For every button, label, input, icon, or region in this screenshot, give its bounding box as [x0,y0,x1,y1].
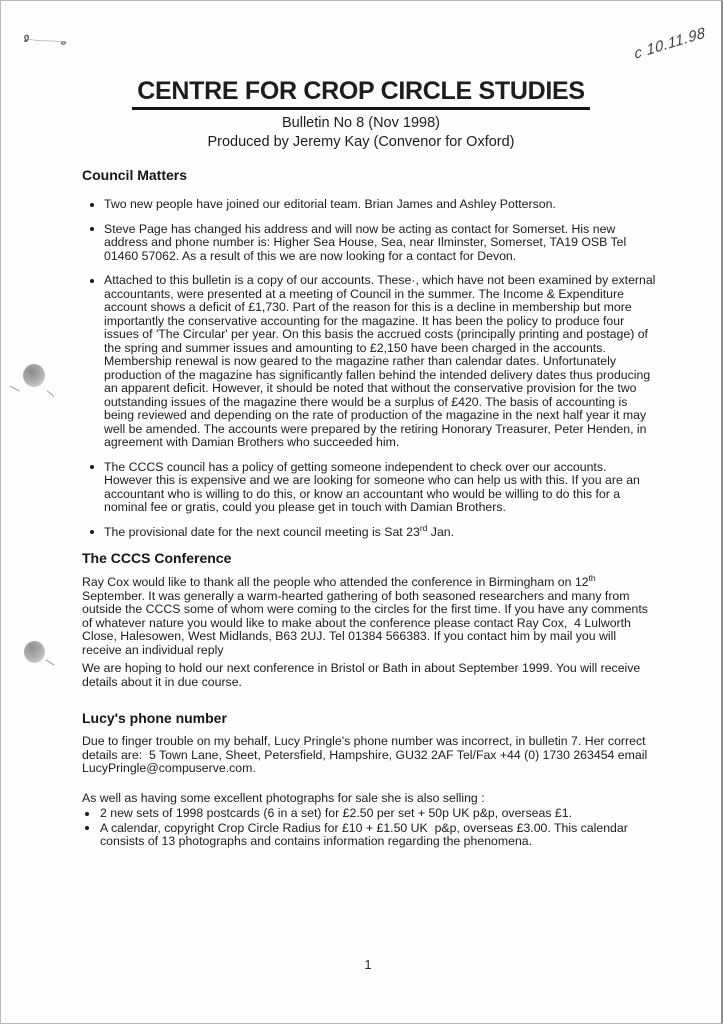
bullet-icon [90,198,104,212]
lucy-items-list [82,807,657,849]
bullet-dot [85,812,89,816]
bullet-icon [90,274,104,450]
bullet-dot [90,530,94,534]
council-bullet-steve-page [90,223,657,264]
bullet-dot [90,203,94,207]
hole-punch-bottom [24,641,45,663]
pen-tick-mark [45,659,54,665]
bullet-dot [90,227,94,231]
lucy-bullet-postcards-text: 2 new sets of 1998 postcards (6 in a set) for £2.50 per set + 50p UK p&p, overseas £1. [100,806,572,820]
ordinal-superscript: th [588,572,596,583]
document-header [1,77,721,152]
lucy-heading: Lucy's phone number [82,710,227,726]
council-bullet-next-meeting [90,522,657,540]
conference-next-paragraph: We are hoping to hold our next conference in Bristol or Bath in about September 1999. You will receive details about it in due course. [82,661,644,689]
lucy-bullet-calendar [85,822,657,849]
bulletin-number-line: Bulletin No 8 (Nov 1998) [282,115,440,131]
bullet-icon [90,461,104,515]
section-lucy-phone-number [82,710,657,850]
council-bullet-editorial-team-text: Two new people have joined our editorial team. Brian James and Ashley Potterson. [104,197,556,211]
pen-tick-mark [47,390,55,397]
pen-squiggle-mark [19,31,73,49]
hole-punch-top [23,364,45,387]
conference-heading: The CCCS Conference [82,550,232,566]
bullet-icon [90,526,104,540]
conference-thanks-paragraph [82,572,657,657]
bullet-icon [90,223,104,264]
pen-tick-mark [9,385,19,391]
bullet-dot [85,826,89,830]
page-number: 1 [364,957,372,972]
council-bullet-accounts [90,274,657,450]
lucy-bullet-calendar-text: A calendar, copyright Crop Circle Radius for £10 + £1.50 UK p&p, overseas £3.00. This calendar consists of 13 photographs and contains information regarding the phenomena. [100,820,632,848]
produced-by-line: Produced by Jeremy Kay (Convenor for Oxford) [207,134,515,150]
council-bullet-accounts-text: Attached to this bulletin is a copy of our accounts. These·, which have not been examined by external accountants, were presented at a meeting of Council in the summer. The Income & Expenditure account shows a deficit of £1,730. Part of the reason for this is a decline in membership but more importantly the conservative accounting for the magazine. It has been the policy to produce four issues of 'The Circular' per year. On this basis the accrued costs (principally printing and postage) of the spring and summer issues and amounting to £2,150 have been charged in the accounts. Membership renewal is now geared to the magazine rather than calendar dates. Unfortunately production of the magazine has significantly fallen behind the intended delivery dates thus producing an apparent deficit. However, it should be noted that without the conservative provision for the two outstanding issues of the magazine there would be a surplus of £420. The basis of accounting is being reviewed and depending on the rate of production of the magazine in the next half year it may well be amended. The accounts were prepared by the retiring Honorary Treasurer, Peter Henden, in agreement with Damian Brothers who succeeded him. [104,273,659,449]
section-cccs-conference [82,550,657,689]
council-matters-heading: Council Matters [82,167,188,183]
meeting-date-pre: The provisional date for the next council meeting is Sat 23 [104,524,420,539]
bullet-dot [90,465,94,469]
lucy-selling-paragraph: As well as having some excellent photographs for sale she is also selling : [82,790,485,805]
lucy-bullet-postcards [85,807,657,821]
conference-para-pre: Ray Cox would like to thank all the people who attended the conference in Birmingham on 12 [82,575,589,589]
bullet-icon [85,822,100,849]
lucy-correction-paragraph: Due to finger trouble on my behalf, Lucy Pringle's phone number was incorrect, in bulletin 7. Her correct details are: 5 Town Lane, Sheet, Petersfield, Hampshire, GU32 2AF Tel/Fax +44 (0) 1730 263454 email LucyPringle@compuserve.com. [82,734,651,775]
conference-para-post: September. It was generally a warm-hearted gathering of both seasoned researchers and many from outside the CCCS some of whom were coming to the circles for the first time. If you have any comments of whatever nature you would like to make about the conference please contact Ray Cox, 4 Lulworth Close, Halesowen, West Midlands, B63 2UJ. Tel 01384 566383. If you contact him by mail you will receive an individual reply [82,575,652,657]
ordinal-superscript: rd [419,522,428,533]
council-bullet-editorial-team [90,198,657,212]
section-council-matters [82,167,657,550]
bullet-dot [90,279,94,283]
document-title: CENTRE FOR CROP CIRCLE STUDIES [132,77,590,110]
council-bullet-accountant-wanted [90,461,657,515]
council-bullet-steve-page-text: Steve Page has changed his address and will now be acting as contact for Somerset. His new address and phone number is: Higher Sea House, Sea, near Ilminster, Somerset, TA19 OSB Tel 01460 57062. As a result of this we are now looking for a contact for Devon. [104,221,630,263]
meeting-date-post: Jan. [427,524,455,539]
council-bullet-accountant-wanted-text: The CCCS council has a policy of getting someone independent to check over our accounts. However this is expensive and we are looking for someone who can help us with this. If you are an accountant who is willing to do this, or know an accountant who would be willing to do this for a nominal fee or gratis, could you please get in touch with Damian Brothers. [104,459,644,514]
council-bullet-next-meeting-text [104,522,657,540]
bullet-icon [85,807,100,821]
handwritten-date-note: c 10.11.98 [633,24,707,63]
